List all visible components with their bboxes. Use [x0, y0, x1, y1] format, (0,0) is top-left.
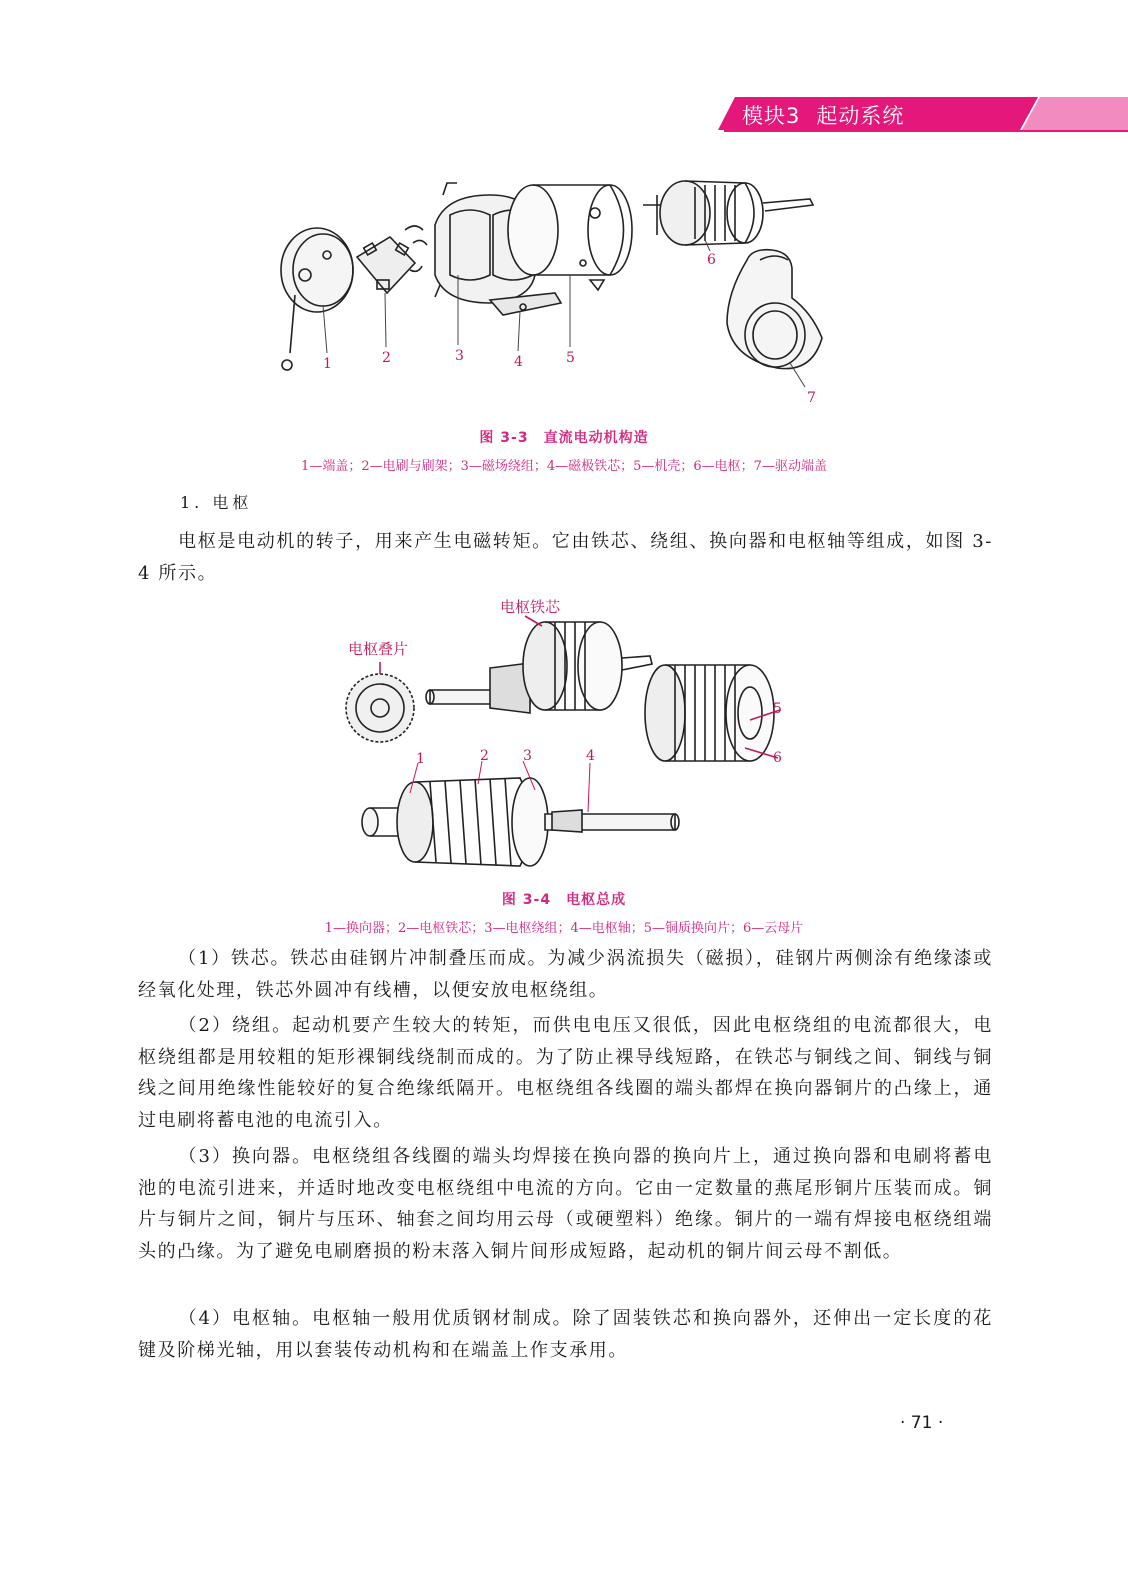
callout-7: 7	[807, 390, 816, 406]
end-cover-drawing	[281, 228, 353, 370]
callout-5: 5	[773, 701, 782, 717]
header-banner-shape	[0, 0, 1128, 140]
callout-4: 4	[586, 748, 595, 764]
intro-text: 电枢是电动机的转子，用来产生电磁转矩。它由铁芯、绕组、换向器和电枢轴等组成，如图 3-4 所示。	[138, 531, 993, 584]
module-header-banner	[0, 0, 1128, 140]
dc-motor-exploded-illustration	[265, 175, 865, 420]
callout-4: 4	[514, 354, 523, 370]
section-heading-armature: 1. 电枢	[180, 493, 253, 512]
label-armature-lamination: 电枢叠片	[348, 640, 409, 658]
callout-2: 2	[480, 748, 489, 764]
paragraph-text: （2）绕组。起动机要产生较大的转矩，而供电电压又很低，因此电枢绕组的电流都很大，电枢绕组都是用较粗的矩形裸铜线绕制而成的。为了防止裸导线短路，在铁芯与铜线之间、铜线与铜线之间用绝缘性能较好的复合绝缘纸隔开。电枢绕组各线圈的端头都焊在换向器铜片的凸缘上，通过电刷将蓄电池的电流引入。	[138, 1015, 993, 1131]
label-armature-core: 电枢铁芯	[500, 598, 561, 616]
callout-5: 5	[566, 350, 575, 366]
armature-core-on-shaft-drawing	[426, 616, 652, 713]
callout-1: 1	[416, 751, 425, 767]
brush-holder-drawing	[357, 226, 427, 293]
paragraph-text: （1）铁芯。铁芯由硅钢片冲制叠压而成。为减少涡流损失（磁损），硅钢片两侧涂有绝缘漆或经氧化处理，铁芯外圆冲有线槽，以便安放电枢绕组。	[138, 948, 993, 1001]
drive-end-cover-drawing	[727, 250, 822, 369]
figure-3-3-caption: 图 3-3 直流电动机构造	[479, 430, 649, 446]
paragraph-commutator	[138, 1141, 993, 1267]
armature-assembly-drawing	[362, 778, 679, 866]
paragraph-armature-shaft	[138, 1303, 993, 1366]
callout-3: 3	[455, 348, 464, 364]
armature-drawing	[643, 181, 813, 245]
figure-dc-motor-exploded	[265, 175, 865, 420]
figure-3-4-caption: 图 3-4 电枢总成	[501, 892, 627, 908]
callout-2: 2	[382, 350, 391, 366]
callout-6: 6	[707, 252, 716, 268]
paragraph-text: （3）换向器。电枢绕组各线圈的端头均焊接在换向器的换向片上，通过换向器和电刷将蓄电池的电流引进来，并适时地改变电枢绕组中电流的方向。它由一定数量的燕尾形铜片压装而成。铜片与铜片之间，铜片与压环、轴套之间均用云母（或硬塑料）绝缘。铜片的一端有焊接电枢绕组端头的凸缘。为了避免电刷磨损的粉末落入铜片间形成短路，起动机的铜片间云母不割低。	[138, 1146, 993, 1262]
paragraph-iron-core	[138, 943, 993, 1006]
figure-3-4-part-list: 1—换向器；2—电枢铁芯；3—电枢绕组；4—电枢轴；5—铜质换向片；6—云母片	[324, 921, 804, 936]
paragraph-text: （4）电枢轴。电枢轴一般用优质钢材制成。除了固装铁芯和换向器外，还伸出一定长度的花键及阶梯光轴，用以套装传动机构和在端盖上作支承用。	[138, 1308, 993, 1361]
figure-armature-assembly	[330, 598, 800, 883]
figure-3-3-part-list: 1—端盖；2—电刷与刷架；3—磁场绕组；4—磁极铁芯；5—机壳；6—电枢；7—驱动端盖	[301, 459, 827, 474]
module-name: 起动系统	[816, 104, 905, 128]
module-title	[742, 100, 904, 130]
armature-assembly-illustration	[330, 598, 800, 883]
commutator-drawing	[645, 665, 780, 761]
motor-housing-drawing	[508, 185, 632, 290]
callout-3: 3	[523, 748, 532, 764]
callout-1: 1	[323, 356, 332, 372]
module-number: 模块3	[742, 104, 801, 128]
page-number: · 71 ·	[900, 1413, 944, 1433]
paragraph-winding	[138, 1010, 993, 1136]
callout-6: 6	[773, 750, 782, 766]
lamination-disc-drawing	[346, 662, 414, 742]
intro-paragraph	[138, 526, 993, 589]
